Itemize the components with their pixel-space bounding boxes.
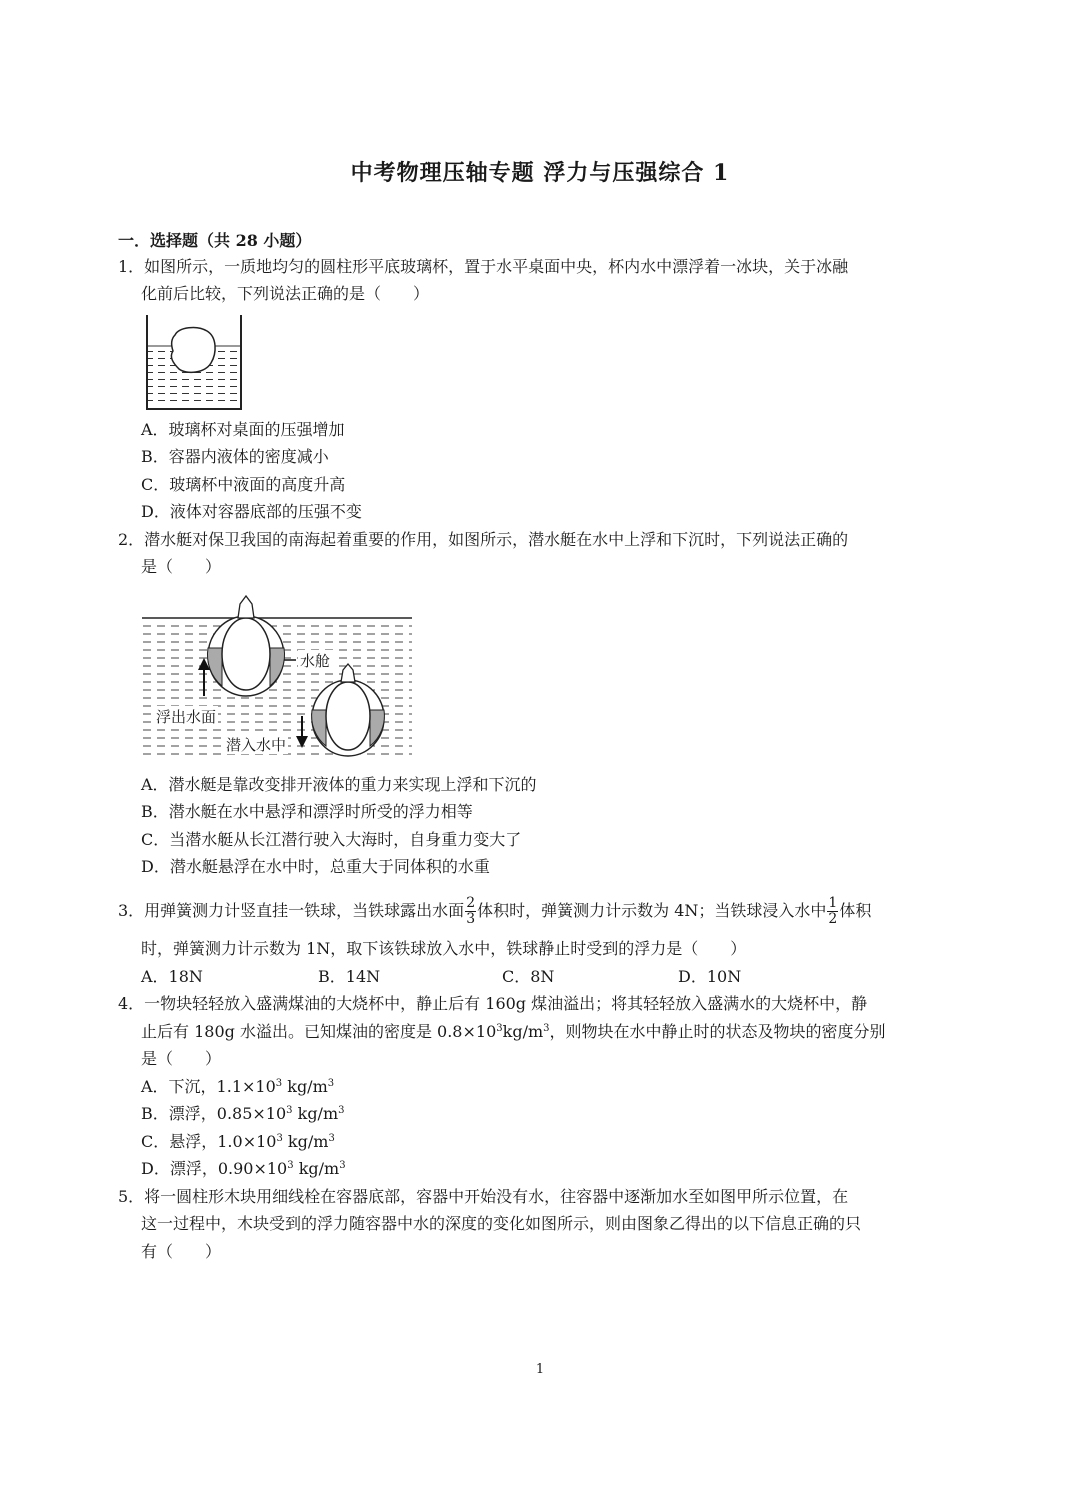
q1-option-a: A．玻璃杯对桌面的压强增加 <box>141 420 345 439</box>
q2-option-d: D．潜水艇悬浮在水中时，总重大于同体积的水重 <box>141 857 490 876</box>
q2-figure-submarine <box>142 590 414 762</box>
q1-option-c: C．玻璃杯中液面的高度升高 <box>141 475 346 494</box>
q2-option-a: A．潜水艇是靠改变排开液体的重力来实现上浮和下沉的 <box>141 775 537 794</box>
q4-option-d: D．漂浮，$0.90\times 10^3$ $kg/m^3$ <box>141 1159 346 1178</box>
q4-stem-line2: 止后有 180g 水溢出。已知煤油的密度是 $0.8\times 10^3kg/m^3$，则物块在水中静止时的状态及物块的密度分别 <box>141 1022 886 1041</box>
q3-fraction-one-half: $\frac{1}{2}$ <box>828 895 838 927</box>
q5-stem-line2: 这一过程中，木块受到的浮力随容器中水的深度的变化如图所示，则由图象乙得出的以下信息正确的只 <box>141 1214 862 1233</box>
submarine-upper <box>207 596 284 696</box>
q4-option-b: B．漂浮，$0.85\times 10^3$ $kg/m^3$ <box>141 1104 345 1123</box>
q4-stem-line3: 是（ ） <box>141 1049 222 1068</box>
page-title: 中考物理压轴专题 浮力与压强综合 1 <box>350 160 730 186</box>
q3-option-c: C．8N <box>502 967 555 986</box>
q5-stem-line3: 有（ ） <box>141 1242 222 1261</box>
q4-stem-line1: 4．一物块轻轻放入盛满煤油的大烧杯中，静止后有 160g 煤油溢出；将其轻轻放入盛满水的大烧杯中，静 <box>118 994 868 1013</box>
q5-stem-line1: 5．将一圆柱形木块用细线栓在容器底部，容器中开始没有水，往容器中逐渐加水至如图甲所示位置，在 <box>118 1187 849 1206</box>
q4-option-c: C．悬浮，$1.0\times 10^3$ $kg/m^3$ <box>141 1132 335 1151</box>
q2-option-c: C．当潜水艇从长江潜行驶入大海时，自身重力变大了 <box>141 830 522 849</box>
q3-text-a: 3．用弹簧测力计竖直挂一铁球，当铁球露出水面 <box>118 901 465 920</box>
q2-option-b: B．潜水艇在水中悬浮和漂浮时所受的浮力相等 <box>141 802 473 821</box>
q3-option-a: A．18N <box>141 967 203 986</box>
q4-option-a: A．下沉，$1.1\times 10^3$ $kg/m^3$ <box>141 1077 335 1096</box>
q3-option-b: B．14N <box>318 967 381 986</box>
q3-stem-line1 <box>118 896 871 927</box>
label-surface: 浮出水面 <box>156 708 217 726</box>
label-water-tank: 水舱 <box>300 652 331 670</box>
q1-stem-line2: 化前后比较，下列说法正确的是（ ） <box>141 284 430 303</box>
q1-option-d: D．液体对容器底部的压强不变 <box>141 502 362 521</box>
q1-stem-line1: 1．如图所示，一质地均匀的圆柱形平底玻璃杯，置于水平桌面中央，杯内水中漂浮着一冰块，关于冰融 <box>118 257 849 276</box>
q1-option-b: B．容器内液体的密度减小 <box>141 447 329 466</box>
q2-stem-line2: 是（ ） <box>141 557 222 576</box>
q3-text-c: 体积 <box>839 901 872 920</box>
section-heading: 一．选择题（共 28 小题） <box>118 231 312 250</box>
label-dive: 潜入水中 <box>226 736 287 754</box>
q3-stem-line2: 时，弹簧测力计示数为 1N，取下该铁球放入水中，铁球静止时受到的浮力是（ ） <box>141 939 747 958</box>
q1-figure-glass-with-ice <box>145 313 245 411</box>
q3-option-d: D．10N <box>678 967 742 986</box>
q3-fraction-two-thirds: $\frac{2}{3}$ <box>466 895 476 927</box>
page-number: 1 <box>535 1362 545 1377</box>
q2-stem-line1: 2．潜水艇对保卫我国的南海起着重要的作用，如图所示，潜水艇在水中上浮和下沉时，下列说法正确的 <box>118 530 849 549</box>
q3-text-b: 体积时，弹簧测力计示数为 4N；当铁球浸入水中 <box>477 901 827 920</box>
